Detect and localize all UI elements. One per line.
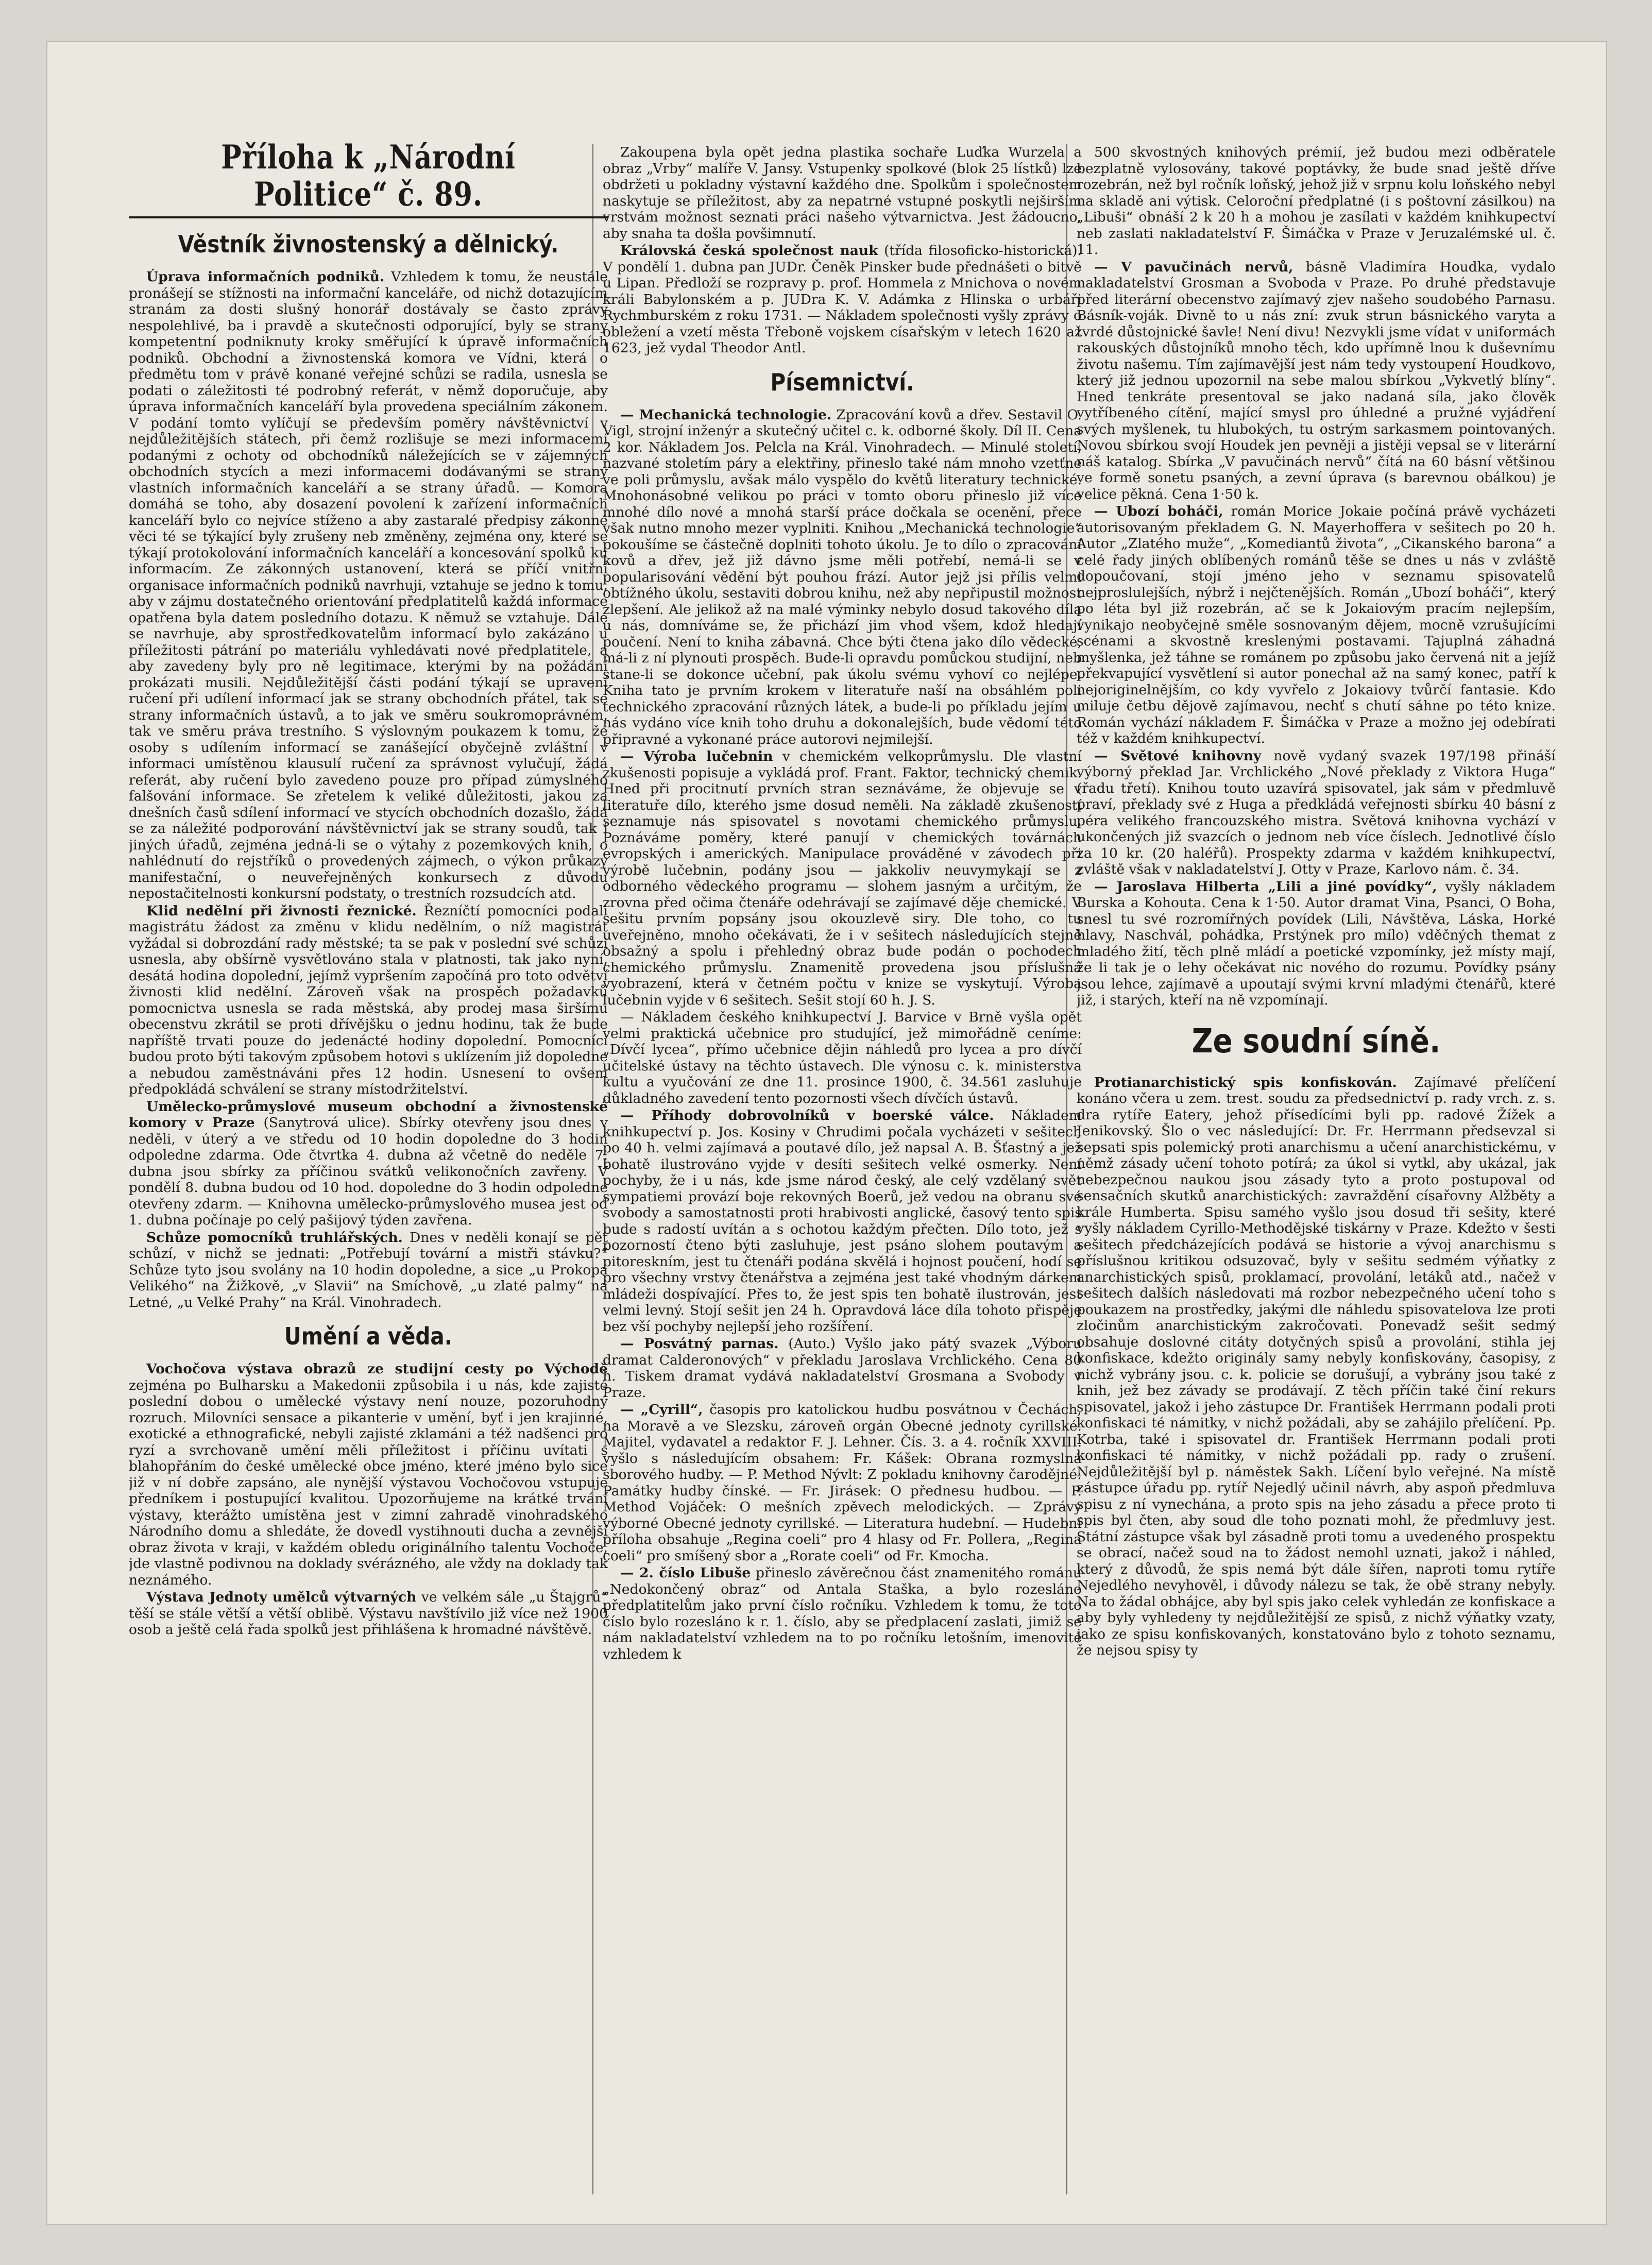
article-lead: — Světové knihovny — [1094, 747, 1262, 764]
article-text: Zajímavé přelíčení konáno včera u zem. trest. soudu za předsednictví p. rady vrch. z. s. dra rytíře Eatery, jehož přísedícími byli pp. radové Žížek a Jenikovský. Šlo o vec následující: Dr. Fr. Herrmann předsevzal si sepsati spis polemický proti anarchismu a učení anarchistickému, v němž zásady učení tohoto potírá; za úkol si vytkl, aby ukázal, jak nebezpečnou naukou jsou zásady tyto a proto postupoval od sensačních skutků anarchistických: zavraždění císařovny Alžběty a krále Humberta. Spisu samého vyšlo jsou dosud tři sešity, které vyšly nákladem Cyrillo-Methodějské tiskárny v Praze. Kdežto v šesti sešitech předcházejících podává se historie a vývoj anarchismu s příslušnou kritikou odsuzovač, byly v sešitu sedmém výňatky z anarchistických spisů, proklamací, provolání, letáků atd., načež v sešitech dalších následovati má rozbor nebezpečného učení toho s poukazem na prostředky, jakými dle náhledu spisovatelova lze proti zločinům anarchistickým zakročovati. Ponevadž sešit sedmý obsahuje doslovné citáty dotyčných spisů a provolání, stihla jej konfiskace, kdežto originály samy nebyly konfiskovány, časopisy, z nichž vybrány jsou. c. k. policie se dorušují, a vybrány jsou také z knih, jež bez závady se prodávají. Z těch příčin také činí rekurs spisovatel, jakož i jeho zástupce Dr. František Herrmann podali proti konfiskaci té námitky, v nichž požádali, aby se zahájilo přelíčení. Pp. Kotrba, také i spisovatel dr. František Herrmann podali proti konfiskaci té námitky, v nichž požádali pp. rady o zrušení. Nejdůležitější byl p. náměstek Sakh. Líčení bylo veřejné. Na místě zástupce úřadu pp. rytíř Nejedlý učinil návrh, aby aspoň předmluva spisu z ní vynechána, a proto spis na jeho zásadu a přece proto ti spis byl čten, aby soud dle toho poznati mohl, že předmluvy jest. Státní zástupce však byl zásadně proti tomu a uvedeného prospektu se obrací, načež soud na to žádost nemohl uznati, jakož i náhled, který z důvodů, že spis nemá být dále šířen, naproti tomu rytíře Nejedlého nevyhověl, i důvody nálezu se tak, že obě strany nebyly. Na to žádal obhájce, aby byl spis jako celek vyhledán ze konfiskace a aby byly vyhledeny ty nejdůležitější ze spisů, z nichž výňatky vzaty, jako ze spisu konfiskovaných, konstatováno bylo z tohoto seznamu, že nejsou spisy ty — [1077, 1074, 1556, 1658]
article-lead: — „Cyrill“, — [620, 1402, 703, 1418]
article-lead: Královská česká společnost nauk — [620, 243, 878, 259]
article-text: Vzhledem k tomu, že neustále pronášejí se stížnosti na informační kanceláře, od nichž dotazujícím stranám za dosti slušný honorář dostávaly se často zprávy nespolehlivé, ba i pravdě a skutečnosti odporující, byly se strany kompetentní podniknuty kroky směřující k úpravě informačních podniků. Obchodní a živnostenská komora ve Vídni, která o předmětu tom v právě konané veřejné schůzi se radila, usnesla se podati o záležitosti té podrobný referát, v němž doporučuje, aby úprava informačních kanceláří byla provedena speciálním zákonem. V podání tomto vylíčují se především poměry návštěvnictví v nejdůležitějších státech, při čemž rozlišuje se mezi informacemi podanými z ochoty od obchodníků náležejících se v zájemných obchodních stycích a mezi informacemi dodávanými se strany vlastních informačních kanceláří a se strany úřadů. — Komora domáhá se toho, aby dosazení povolení k zařízení informačních kanceláří bylo co nejvíce stíženo a aby zastaralé předpisy zákonné věci té se týkající byly zrušeny neb změněny, zejména ony, které se týkají protokolování informačních kanceláří a koncesování spolků ku informacím. Ze zákonných ustanovení, která se příčí vnitřní organisace informačních podniků navrhuji, vztahuje se jedno k tomu, aby v zájmu dostatečného orientování předplatitelů každá informace opatřena byla datem posledního dotazu. K němuž se vztahuje. Dále se navrhuje, aby sprostředkovatelům informací bylo zakázáno u příležitosti pátrání po materiálu vyhledávati nové předplatitele, a aby zavedeny byly pro ně legitimace, kterými by na požádání prokázati musili. Nejdůležitější části podání týkají se upravení ručení při udílení informací jak se strany obchodních přátel, tak se strany informačních ústavů, a to jak ve směru soukromoprávném, tak ve směru práva trestního. S výslovným poukazem k tomu, že osoby s udílením informací se zanášející obyčejně zvláštní v informaci umístěnou klausulí ručení za správnost vylučují, žádá referát, aby ručení bylo zavedeno pouze pro případ zúmyslného falšování informace. Se zřetelem k veliké důležitosti, jakou za dnešních časů sdílení informací ve stycích obchodních dozašlo, žádá se za náležité podporování návštěvnictví jak se strany soudů, tak i jiných úřadů, zejména jedná-li se o výtahy z pozemkových knih, o nahlédnutí do rejstříků o provedených zájmech, o výkon průkazy manifestační, o neuveřejněných konkursech z důvodu nepostačitelnosti konkursní podstaty, o trestních rozsudcích atd. — [129, 269, 608, 901]
article-paragraph — [1077, 144, 1556, 258]
article-text: Zakoupena byla opět jedna plastika sochaře Luďka Wurzela a obraz „Vrby“ malíře V. Jansy. Vstupenky spolkové (blok 25 lístků) lze obdržeti u pokladny výstavní každého dne. Spolkům i společnostem naskytuje se příležitost, aby za nepatrné vstupné poskytli nejširším vrstvám možnost seznati práci našeho výtvarnictva. Jest žádoucno, aby snaha ta došla povšimnutí. — [603, 144, 1082, 242]
article-paragraph — [603, 1336, 1082, 1401]
article-text: (Auto.) Vyšlo jako pátý svazek „Výboru dramat Calderonových“ v překladu Jaroslava Vrchlického. Cena 80 h. Tiskem dramat vydává nakladatelství Grosmana a Svobody v Praze. — [603, 1336, 1082, 1401]
article-text: zejména po Bulharsku a Makedonii způsobila i u nás, kde zajisté poslední dobou o umělecké výstavy není nouze, pozoruhodný rozruch. Milovníci sensace a pikanterie v umění, byť i jen krajinné, exotické a ethnografické, nebyli zajisté zklamáni a též nadšenci pro ryzí a svrchovaně umění měli příležitost i příčinu uvítati s blahopřáním do české umělecké obce jméno, které jméno bylo sice již v ní dobře zapsáno, ale nynější výstavou Vochočovou vstupuje předníkem i postupující kvalitou. Upozorňujeme na krátké trvání výstavy, kterážto umístěna jest v zimní zahradě vinohradského Národního domu a shledáte, že dovedl vystihnouti ducha a zevnější obraz života v kraji, v každém obledu originálního talentu Vochoče, jde vlastně podivnou na doklady svérázného, ale vždy na doklady tak neznámého. — [129, 1377, 608, 1588]
article-paragraph — [129, 903, 608, 1098]
article-lead: — Výroba lučebnin — [620, 748, 773, 764]
article-text: básně Vladimíra Houdka, vydalo nakladatelství Grosman a Svoboda v Praze. Po druhé představuje před literární obecenstvo zajímavý zjev našeho soudobého Parnasu. Básník-voják. Divně to u nás zní: zvuk strun básnického varyta a tvrdé důstojnické šavle! Není divu! Nezvykli jsme vídat v uniformách rakouských důstojníků mnoho těch, kdo upřímně lnou k duševnímu životu našemu. Tím zajímavější jest nám tedy vystoupení Houdkovo, který již jednou upozornil na sebe malou sbírkou „Vykvetlý blíny“. Hned tenkráte presentoval se jako nadaná síla, jako člověk vytříbeného cítění, mající smysl pro úhledné a pružné vyjádření svých myšlenek, tu hlubokých, tu ostrým sarkasmem pointovaných. Novou sbírkou svojí Houdek jen pevněji a jistěji vepsal se v literární náš katalog. Sbírka „V pavučinách nervů“ čítá na 60 básní většinou ve formě sonetu psaných, a zevní úprava (s barevnou obálkou) je velice pěkná. Cena 1·50 k. — [1077, 259, 1556, 502]
article-paragraph — [1077, 503, 1556, 747]
article-text: časopis pro katolickou hudbu posvátnou v Čechách, na Moravě a ve Slezsku, zároveň orgán Obecné jednoty cyrillské. Majitel, vydavatel a redaktor F. J. Lehner. Čís. 3. a 4. ročník XXVIII. vyšlo s následujícím obsahem: Fr. Kášek: Obrana rozmyslná sborového hudby. — P. Method Nývlt: Z pokladu knihovny čarodějné: Památky hudby čínské. — Fr. Jirásek: O přednesu hudbou. — P. Method Vojáček: O mešních zpěvech melodických. — Zprávy výborné Obecné jednoty cyrillské. — Literatura hudební. — Hudební příloha obsahuje „Regina coeli“ pro 4 hlasy od Fr. Pollera, „Regina coeli“ pro smíšený sbor a „Rorate coeli“ od Fr. Kmocha. — [603, 1402, 1082, 1564]
section-heading: Ze soudní síně. — [1191, 1022, 1441, 1061]
column-1 — [129, 139, 608, 2189]
article-paragraph — [129, 269, 608, 902]
article-lead: — Mechanická technologie. — [620, 406, 832, 423]
article-paragraph — [129, 1099, 608, 1229]
article-paragraph — [1077, 879, 1556, 1009]
article-paragraph — [129, 1230, 608, 1311]
article-paragraph — [1077, 1075, 1556, 1659]
article-text: Zpracování kovů a dřev. Sestavil O. Vigl, strojní inženýr a skutečný učitel c. k. odborné školy. Díl II. Cena 2 kor. Nákladem Jos. Pelcla na Král. Vinohradech. — Minulé století, nazvané stoletím páry a elektřiny, přineslo také nám mnoho vzetťne ve poli průmyslu, avšak málo vyspělo do květů literatury technické. Mnohonásobné velikou po práci v tomto oboru přineslo již více mnohé dílo nové a mnohá starší práce dočkala se ocenění, přece však nutno mnoho mezer vyplniti. Knihou „Mechanická technologie“ pokoušíme se částečně doplniti tohoto úkolu. Je to dílo o zpracování kovů a dřev, jež již dávno jsme měli potřebí, nemá-li se v popularisování vědění být pouhou frází. Autor jejž jsi přílis velmi obtížného úkolu, sestaviti dobrou knihu, než aby nepřipustil možnost zlepšení. Ale jelikož až na malé výminky nebylo dosud takového díla u nás, domníváme se, že přichází jim vhod všem, kdož hledají poučení. Není to kniha zábavná. Chce býti čtena jako dílo vědecké, má-li z ní plynouti prospěch. Bude-li opravdu pomůckou studijní, neb stane-li se dokonce učební, pak úkolu svému vyhoví co nejlépe. Kniha tato je prvním krokem v literatuře naší na obsáhlém poli technického zpracování různých látek, a bude-li po příkladu jejím u nás vydáno více knih toho druhu a dokonalejších, bude vědomí této připravné a vykonané práce autorovi nejmilejší. — [603, 406, 1082, 747]
masthead: Příloha k „Národní Politice“ č. 89. — [221, 139, 516, 214]
newspaper-page — [46, 41, 1607, 2225]
article-paragraph — [603, 144, 1082, 242]
article-text: Řezníčtí pomocníci podali magistrátu žádost za změnu v klidu nedělním, o níž magistrát vyžádal si dobrozdání rady městské; ta se pak v poslední své schůzi usnesla, aby obšírně vysvětlováno stala v platnosti, tak jako nyní, desátá hodina dopolední, jejímž vypršením započíná pro toto odvětví živnosti klid nedělní. Zároveň však na prospěch požadavků pomocnictva usnesla se rada městská, aby prodej masa širšímu obecenstvu zkrátil se proti dřívějšku o jednu hodinu, tak že bude napříště trvati pouze do jedenácté hodiny dopolední. Pomocníci budou proto býti takovým způsobem hotovi s uklízením již dopoledne a nebudou zaměstnáváni přes 12 hodin. Usnesení to ovšem předpokládá schválení se strany místodržitelství. — [129, 902, 608, 1097]
section-heading: Umění a věda. — [284, 1322, 453, 1350]
article-lead: — Jaroslava Hilberta „Lili a jiné povídky“, — [1094, 878, 1437, 895]
column-body — [1077, 144, 1556, 1659]
article-paragraph — [603, 407, 1082, 748]
article-lead: Umělecko-průmyslové museum obchodní a živnostenské komory v Praze — [129, 1098, 608, 1131]
article-lead: — Příhody dobrovolníků v boerské válce. — [620, 1108, 994, 1123]
article-text: 500 skvostných knihových prémií, jež budou mezi odběratele bezplatně vylosovány, takové poptávky, že bude snad ještě dříve rozebrán, než byl ročník loňský, jehož již v srpnu kolu loňského nebyl na skladě ani výtisk. Celoroční předplatné (i s poštovní zásilkou) na „Libuši“ obnáší 2 k 20 h a mohou je zasílati v každém knihkupectví neb zaslati nakladatelství F. Šimáčka v Praze v Jeruzalémské ul. č. 11. — [1077, 144, 1556, 258]
article-text: přineslo závěrečnou část znamenitého románu „Nedokončený obraz“ od Antala Staška, a bylo rozesláno předplatitelům jako první číslo ročníku. Vzhledem k tomu, že toto číslo bylo rozesláno k r. 1. číslo, aby se předplacení zaslati, jimiž se nám nakladatelství vzhledem na to po ročníku letošním, imenovité vzhledem k — [603, 1565, 1082, 1662]
article-lead: — Posvátný parnas. — [620, 1336, 779, 1352]
article-lead: — V pavučinách nervů, — [1094, 259, 1293, 275]
article-lead: Vochočova výstava obrazů ze studijní cesty po Východě — [146, 1361, 608, 1377]
article-paragraph — [603, 1565, 1082, 1662]
article-lead: — Ubozí boháči, — [1094, 503, 1223, 519]
article-text: (Sanytrová ulice). Sbírky otevřeny jsou dnes v neděli, v úterý a ve středu od 10 hodin dopoledne do 3 hodin odpoledne zdarma. Ode čtvrtka 4. dubna až včetně do neděle 7. dubna jsou sbírky za příčinou svátků velikonočních zavřeny. V pondělí 8. dubna budou od 10 hod. dopoledne do 3 hodin odpoledne otevřeny zdarm. — Knihovna umělecko-průmyslového musea jest od 1. dubna počínaje po celý pašijový týden zavřena. — [129, 1115, 608, 1228]
article-text: v chemickém velkoprůmyslu. Dle vlastní zkušenosti popisuje a vykládá prof. Frant. Faktor, technický chemik. Hned při procitnutí prvních stran seznáváme, že objevuje se v literatuře dílo, kterého jsme dosud neměli. Na základě zkušeností seznamuje nás spisovatel s novotami chemického průmyslu. Poznáváme poměry, které panují v chemických továrnách evropských i amerických. Manipulace prováděné v závodech při výrobě lučebnin, podány jsou — jakkoliv neuvymykají se z odborného vědeckého programu — slohem jasným a určitým, že zrovna před očima čtenáře odehrávají se zajímavé děje chemické. V sešitu prvním popsány jsou okouzlevě siry. Dle toho, co tu uveřejněno, mnoho očekávati, že i v sešitech následujících stejně obsažný a spolu i přehledný obraz bude podán o pochodech chemického průmyslu. Znamenitě provedena jsou příslušná vyobrazení, která v četném počtu v knize se vyskytují. Výroba lučebnin vyjde v 6 sešitech. Sešit stojí 60 h. J. S. — [603, 748, 1082, 1008]
column-2 — [603, 144, 1082, 2194]
article-lead: — 2. číslo Libuše — [620, 1565, 751, 1581]
article-paragraph — [603, 1108, 1082, 1335]
article-paragraph — [129, 1361, 608, 1588]
article-lead: Schůze pomocníků truhlářských. — [146, 1229, 403, 1246]
article-paragraph — [1077, 748, 1556, 878]
section-heading: Písemnictví. — [770, 368, 914, 396]
article-paragraph — [603, 748, 1082, 1008]
article-text: nově vydaný svazek 197/198 přináší výborný překlad Jar. Vrchlického „Nové překlady z Viktora Huga“ (řadu třetí). Knihou touto uzavírá spisovatel, jak sám v předmluvě praví, překlady své z Huga a předkládá veřejnosti sbírku 40 básní z péra velikého francouzského mistra. Světová knihovna vychází v ukončených již svazcích o jednom neb více číslech. Jednotlivé číslo za 10 kr. (20 haléřů). Prospekty zdarma v každém knihkupectví, zvláště však v nakladatelství J. Otty v Praze, Karlovo nám. č. 34. — [1077, 747, 1556, 877]
article-text: Dnes v neděli konají se pět schůzí, v nichž se jednati: „Potřebují tovární a mistři stávku?“ Schůze tyto jsou svolány na 10 hodin dopoledne, a sice „u Prokopa Velikého“ na Žižkově, „v Slavii“ na Smíchově, „u zlaté palmy“ na Letné, „u Velké Prahy“ na Král. Vinohradech. — [129, 1229, 608, 1310]
article-lead: Výstava Jednoty umělců výtvarných — [146, 1589, 417, 1605]
article-paragraph — [603, 1009, 1082, 1106]
article-text: vyšly nákladem Burska a Kohouta. Cena k 1·50. Autor dramat Vina, Psanci, O Boha, snesl tu své rozromířných povídek (Lili, Návštěva, Láska, Horké hlavy, Naschvál, pohádka, Prstýnek pro mílo) vděčných themat z mladého žití, těch plně mládí a poetické vzpomínky, jež místy mají, že li tak je o lehy očekávat nic nového do rozumu. Povídky psány jsou lehce, zajímavě a upoutají svými krvní mladými čtenářů, které již, i starých, kteří na ně vzpomínají. — [1077, 878, 1556, 1008]
article-paragraph — [1077, 259, 1556, 503]
article-text: román Morice Jokaie počíná právě vycházeti autorisovaným překladem G. N. Mayerhoffera v sešitech po 20 h. Autor „Zlatého muže“, „Komediantů života“, „Cikanského barona“ a celé řady jiných oblíbených románů těše se dnes u nás v zvláště dopoučovaní, stojí jméno jeho v seznamu spisovatelů nejproslulejších, nýbrž i nejčtenějších. Román „Ubozí boháči“, který po léta byl již rozebrán, ač se k Jokaiovým pracím nejlepším, vynikajo neobyčejně směle sosnovaným dějem, mocně vzrušujícími scénami a skvostně kreslenými postavami. Tajuplná záhadná myšlenka, jež táhne se románem po způsobu jako červená nit a jejíž překvapující vysvětlení si autor ponechal až na samý konec, patří k nejoriginelnějším, co kdy vyvřelo z Jokaiovy tvůrčí fantasie. Kdo miluje četbu dějově zajímavou, nechť s chutí sáhne po této knize. Román vychází nákladem F. Šimáčka v Praze a možno jej odebírati též v každém knihkupectví. — [1077, 503, 1556, 746]
article-paragraph — [603, 1402, 1082, 1564]
article-text: (třída filosoficko-historická). V pondělí 1. dubna pan JUDr. Čeněk Pinsker bude přednášeti o bitvě u Lipan. Předloží se rozpravy p. prof. Hommela z Mnichova o novém králi Babylonském a p. JUDra K. V. Adámka z Hlinska o urbáři Rychmburském z roku 1731. — Nákladem společnosti vyšly zprávy o obležení a vzetí města Třeboně vojskem císařským v letech 1620 až 1623, jež vydal Theodor Antl. — [603, 243, 1082, 356]
section-heading: Věstník živnostenský a dělnický. — [178, 230, 559, 258]
article-lead: Protianarchistický spis konfiskován. — [1094, 1074, 1397, 1091]
column-body — [129, 230, 608, 1638]
article-paragraph — [603, 243, 1082, 356]
article-text: — Nákladem českého knihkupectví J. Barvice v Brně vyšla opět velmi praktická učebnice pro studující, jež mimořádně ceníme: „Dívčí lycea“, přímo učebnice dějin náhledů pro lycea a pro dívčí učitelské ústavy na těchto ústavech. Dle výnosu c. k. ministerstva kultu a vyučování ze dne 11. prosince 1900, č. 34.561 zasluhuje důkladného zavedení tento pozornosti všech dívčích ústavů. — [603, 1009, 1082, 1106]
masthead-rule — [129, 216, 608, 218]
article-text: Nákladem knihkupectví p. Jos. Kosiny v Chrudimi počala vycházeti v sešitech po 40 h. velmi zajímavá a poutavé dílo, jež napsal A. B. Šťastný a jež bohatě ilustrováno vyjde v desíti sešitech velké osmerky. Není pochyby, že i u nás, kde jsme národ český, ale celý vzdělaný svět sympatiemi provází boje rekovných Boerů, jež vedou na obranu své svobody a samostatnosti proti hrabivosti anglické, časový tento spis bude s radostí uvítán a s ochotou každým přečten. Dílo toto, jež s pozorností čteno býti zasluhuje, jest psáno slohem poutavým a pitoreskním, jest tu čtenáři podána skvělá i hojnost poučení, hodí se pro všechny vrstvy čtenářstva a zejména jest také vhodným dárkem mládeži dospívající. Přes to, že jest spis ten bohatě ilustrován, jest velmi levný. Stojí sešit jen 24 h. Opravdová láce díla tohoto přispěje bez vší pochyby nejlepší jeho rozšíření. — [603, 1108, 1082, 1335]
column-3 — [1077, 144, 1556, 2194]
article-lead: Klid nedělní při živnosti řeznické. — [146, 902, 417, 919]
column-body — [603, 144, 1082, 1662]
article-lead: Úprava informačních podniků. — [146, 269, 385, 285]
article-paragraph — [129, 1589, 608, 1638]
article-text: ve velkém sále „u Štajgrů“ těší se stále větší a větší oblibě. Výstavu navštívilo již více než 1900 osob a ještě celá řada spolků jest přihlášena k hromadné návštěvě. — [129, 1589, 608, 1638]
